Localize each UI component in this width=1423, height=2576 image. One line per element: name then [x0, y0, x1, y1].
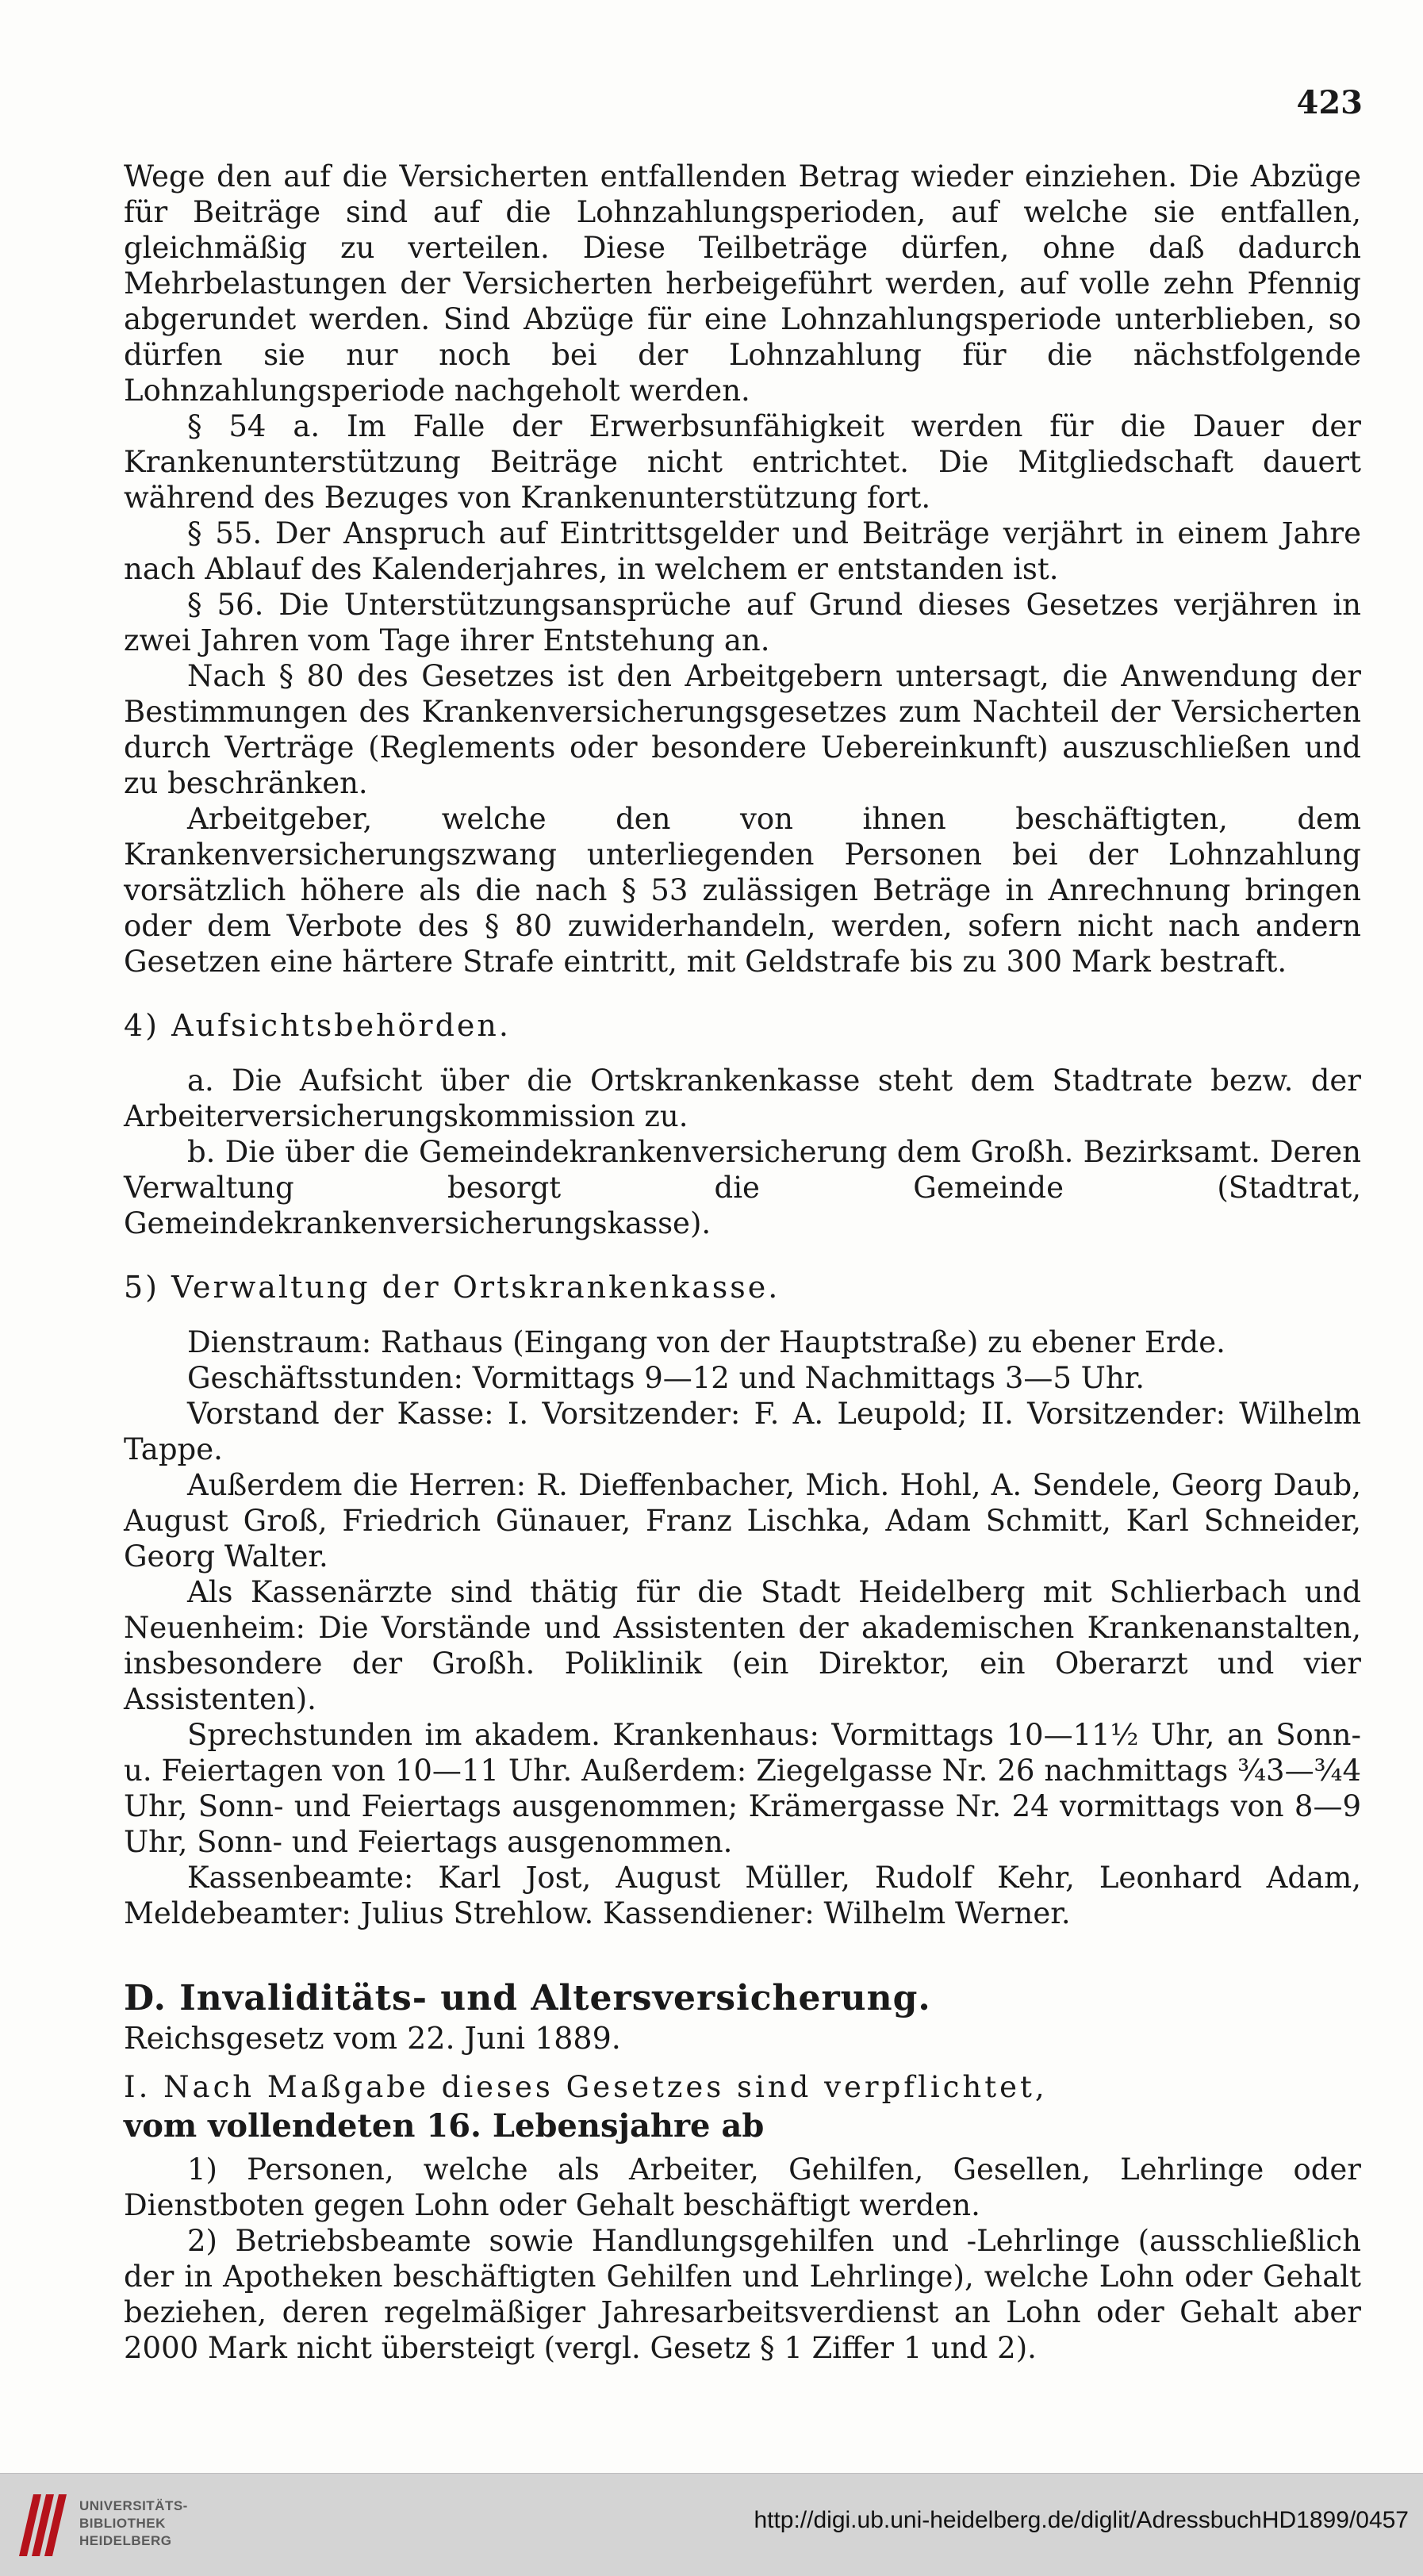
document-text: [124, 159, 1361, 2366]
paragraph: Arbeitgeber, welche den von ihnen beschäftigten, dem Krankenversicherungszwang unterliegenden Personen bei der Lohnzahlung vorsätzlich höhere als die nach § 53 zulässigen Beträge in Anrechnung bringen oder dem Verbote des § 80 zuwiderhandeln, werden, sofern nicht nach andern Gesetzen eine härtere Strafe eintritt, mit Geldstrafe bis zu 300 Mark bestraft.: [124, 802, 1361, 979]
paragraph: Dienstraum: Rathaus (Eingang von der Hauptstraße) zu ebener Erde.: [187, 1325, 1225, 1359]
paragraph: Kassenbeamte: Karl Jost, August Müller, Rudolf Kehr, Leonhard Adam, Meldebeamter: Julius Strehlow. Kassendiener: Wilhelm Werner.: [124, 1861, 1361, 1930]
paragraph: a. Die Aufsicht über die Ortskrankenkasse steht dem Stadtrate bezw. der Arbeiterversicherungskommission zu.: [124, 1064, 1361, 1133]
paragraph: 2) Betriebsbeamte sowie Handlungsgehilfen und -Lehrlinge (ausschließlich der in Apotheken beschäftigten Gehilfen und Lehrlinge), welche Lohn oder Gehalt beziehen, deren regelmäßiger Jahresarbeitsverdienst an Lohn oder Gehalt aber 2000 Mark nicht übersteigt (vergl. Gesetz § 1 Ziffer 1 und 2).: [124, 2224, 1361, 2365]
paragraph: Geschäftsstunden: Vormittags 9—12 und Nachmittags 3—5 Uhr.: [187, 1361, 1145, 1395]
paragraph: Wege den auf die Versicherten entfallenden Betrag wieder einziehen. Die Abzüge für Beiträge sind auf die Lohnzahlungsperioden, auf welche sie entfallen, gleichmäßig zu verteilen. Diese Teilbeträge dürfen, ohne daß dadurch Mehrbelastungen der Versicherten herbeigeführt werden, auf volle zehn Pfennig abgerundet werden. Sind Abzüge für eine Lohnzahlungsperiode unterblieben, so dürfen sie nur noch bei der Lohnzahlung für die nächstfolgende Lohnzahlungsperiode nachgeholt werden.: [124, 159, 1361, 408]
paragraph: I. Nach Maßgabe dieses Gesetzes sind verpflichtet,: [124, 2070, 1048, 2104]
university-logo-icon: [14, 2488, 70, 2561]
chapter-title: D. Invaliditäts- und Altersversicherung.: [124, 1978, 931, 2018]
paragraph: § 55. Der Anspruch auf Eintrittsgelder und Beiträge verjährt in einem Jahre nach Ablauf des Kalenderjahres, in welchem er entstanden ist.: [124, 516, 1361, 586]
library-name: UNIVERSITÄTS- BIBLIOTHEK HEIDELBERG: [79, 2498, 188, 2548]
paragraph: Nach § 80 des Gesetzes ist den Arbeitgebern untersagt, die Anwendung der Bestimmungen des Krankenversicherungsgesetzes zum Nachteil der Versicherten durch Verträge (Reglements oder besondere Uebereinkunft) auszuschließen und zu beschränken.: [124, 659, 1361, 800]
paragraph: 1) Personen, welche als Arbeiter, Gehilfen, Gesellen, Lehrlinge oder Dienstboten gegen Lohn oder Gehalt beschäftigt werden.: [124, 2152, 1361, 2222]
paragraph: b. Die über die Gemeindekrankenversicherung dem Großh. Bezirksamt. Deren Verwaltung besorgt die Gemeinde (Stadtrat, Gemeindekrankenversicherungskasse).: [124, 1135, 1361, 1240]
paragraph: § 54 a. Im Falle der Erwerbsunfähigkeit werden für die Dauer der Krankenunterstützung Beiträge nicht entrichtet. Die Mitgliedschaft dauert während des Bezuges von Krankenunterstützung fort.: [124, 409, 1361, 515]
section-heading: 5) Verwaltung der Ortskrankenkasse.: [124, 1270, 781, 1305]
paragraph: vom vollendeten 16. Lebensjahre ab: [124, 2107, 765, 2145]
paragraph: Vorstand der Kasse: I. Vorsitzender: F. A. Leupold; II. Vorsitzender: Wilhelm Tappe.: [124, 1397, 1361, 1466]
viewer-footer: [0, 2473, 1423, 2576]
document-url-link[interactable]: http://digi.ub.uni-heidelberg.de/diglit/AdressbuchHD1899/0457: [754, 2507, 1409, 2533]
page-number: 423: [1296, 84, 1363, 121]
section-heading: 4) Aufsichtsbehörden.: [124, 1008, 511, 1043]
chapter-subtitle: Reichsgesetz vom 22. Juni 1889.: [124, 2021, 621, 2056]
paragraph: Sprechstunden im akadem. Krankenhaus: Vormittags 10—11½ Uhr, an Sonn- u. Feiertagen von 10—11 Uhr. Außerdem: Ziegelgasse Nr. 26 nachmittags ¾3—¾4 Uhr, Sonn- und Feiertags ausgenommen; Krämergasse Nr. 24 vormittags von 8—9 Uhr, Sonn- und Feiertags ausgenommen.: [124, 1718, 1361, 1859]
paragraph: § 56. Die Unterstützungsansprüche auf Grund dieses Gesetzes verjähren in zwei Jahren vom Tage ihrer Entstehung an.: [124, 588, 1361, 657]
paragraph: Als Kassenärzte sind thätig für die Stadt Heidelberg mit Schlierbach und Neuenheim: Die Vorstände und Assistenten der akademischen Krankenanstalten, insbesondere der Großh. Poliklinik (ein Direktor, ein Oberarzt und vier Assistenten).: [124, 1575, 1361, 1716]
paragraph: Außerdem die Herren: R. Dieffenbacher, Mich. Hohl, A. Sendele, Georg Daub, August Groß, Friedrich Günauer, Franz Lischka, Adam Schmitt, Karl Schneider, Georg Walter.: [124, 1468, 1361, 1574]
